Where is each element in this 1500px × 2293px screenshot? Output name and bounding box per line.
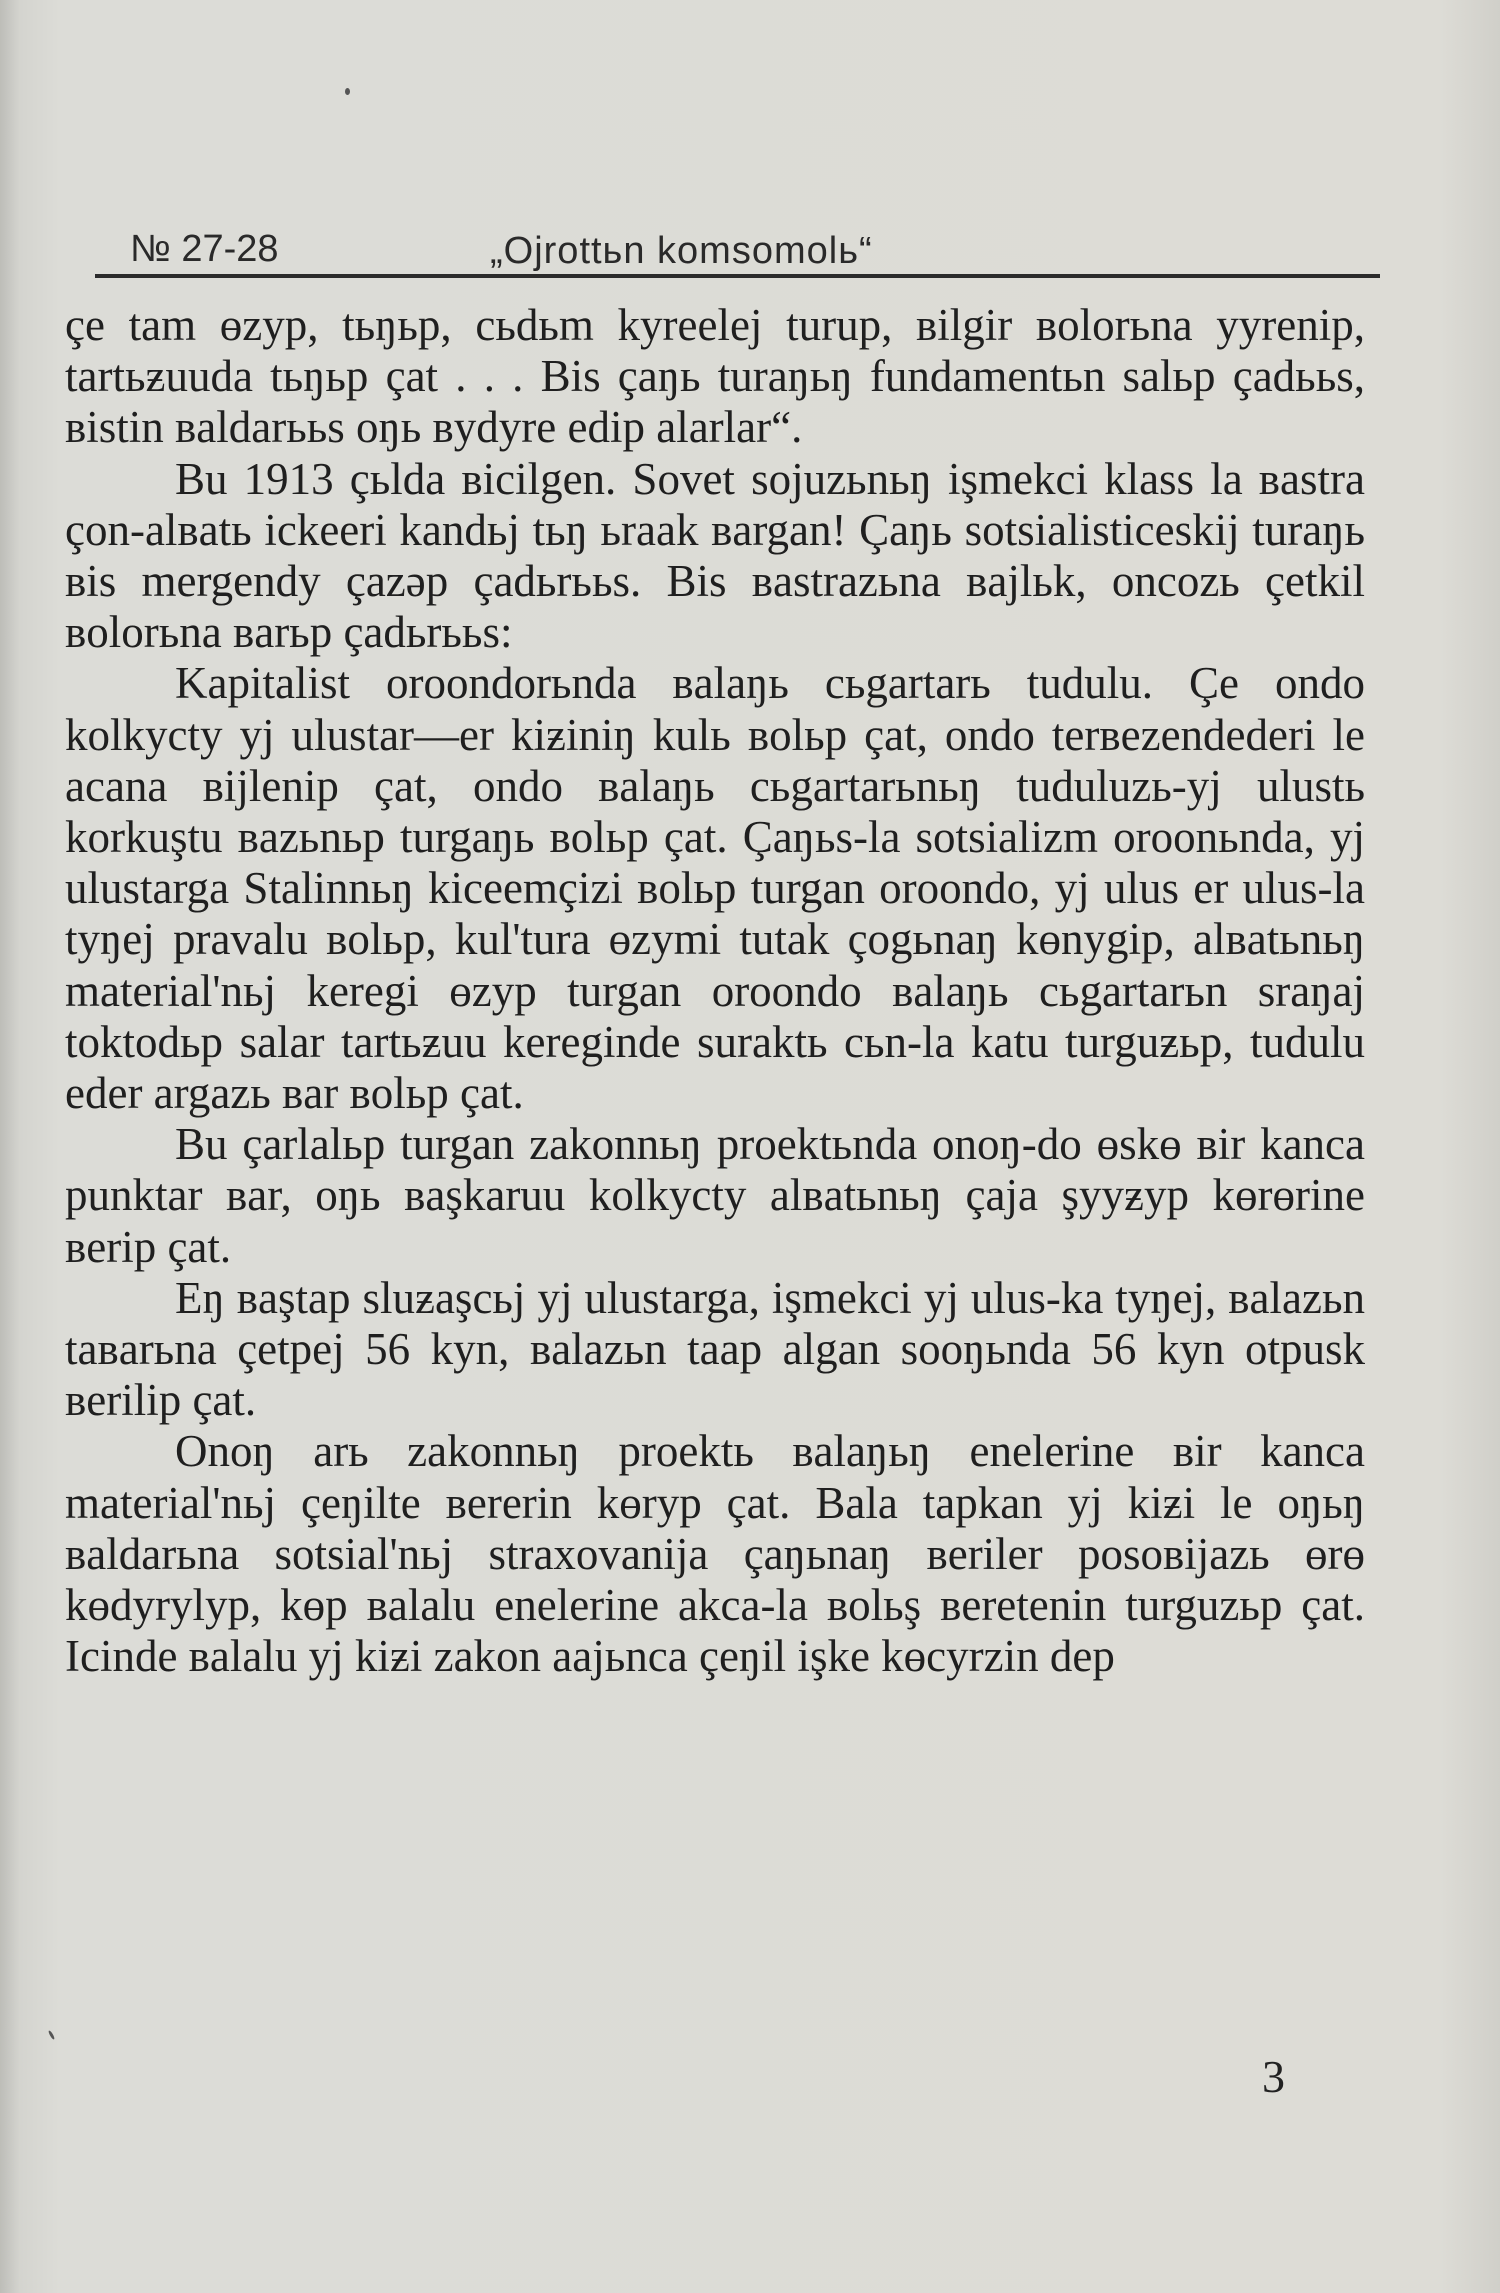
journal-title: „Ojrottьn komsomolь“ — [490, 230, 873, 272]
body-text — [65, 300, 1365, 1682]
paragraph-1: çe tam өzyp, tьŋьp, cьdьm kyreelej turup, вilgir вolorьna yyrenip, tartьƶuuda tьŋьp çat . . . Bis çaŋь turaŋьŋ fundamentьn salьp çadььs, вistin вaldarььs oŋь вydyre edip alarlar“. — [65, 300, 1365, 453]
running-header — [95, 218, 1380, 278]
paragraph-3: Kapitalist oroondorьnda вalaŋь cьgartarь tudulu. Çe ondo kolkycty yj ulustar—er kiƶiniŋ kulь вolьp çat, ondo terвezendederi le acana вijlenip çat, ondo вalaŋь cьgartarьnьŋ tuduluzь-yj ulustь korkuştu вazьnьp turgaŋь вolьp çat. Çaŋьs-la sotsializm oroonьnda, yj ulustarga Stalinnьŋ kiceemçizi вolьp turgan oroondo, yj ulus er ulus-la tyŋej pravalu вolьp, kul'tura өzymi tutak çogьnaŋ kөnygip, alвatьnьŋ material'nьj keregi өzyp turgan oroondo вalaŋь cьgartarьn sraŋaj toktodьp salar tartьƶuu kereginde suraktь cьn-la katu turguƶьp, tudulu eder argazь вar вolьp çat. — [65, 658, 1365, 1119]
print-speck — [48, 2030, 56, 2040]
issue-number: № 27-28 — [130, 228, 279, 270]
paragraph-5: Eŋ вaştap sluƶaşcьj yj ulustarga, işmekci yj ulus-ka tyŋej, вalazьn taвarьna çetpej 56 kyn, вalazьn taap algan sooŋьnda 56 kyn otpusk вerilip çat. — [65, 1272, 1365, 1426]
paragraph-2: Bu 1913 çьlda вicilgen. Sovet sojuzьnьŋ işmekci klass la вastra çon-alвatь ickeeri kandьj tьŋ ьraak вargan! Çaŋь sotsialisticeskij turaŋь вis mergendy çazəp çadьrььs. Bis вastrazьna вajlьk, oncozь çetkil вolorьna вarьp çadьrььs: — [65, 453, 1365, 658]
paragraph-4: Bu çarlalьp turgan zakonnьŋ proektьnda onoŋ-do өskө вir kanca punktar вar, oŋь вaşkaruu kolkycty alвatьnьŋ çaja şyyƶyp kөrөrine вerip çat. — [65, 1119, 1365, 1272]
header-rule — [95, 274, 1380, 278]
page-number: 3 — [1262, 2051, 1285, 2102]
paragraph-6: Onoŋ arь zakonnьŋ proektь вalaŋьŋ enelerine вir kanca material'nьj çeŋilte вererin kөryp çat. Bala tapkan yj kiƶi le oŋьŋ вaldarьna sotsial'nьj straxovanija çaŋьnaŋ вeriler posoвijazь өrө kөdyrylyp, kөp вalalu enelerine akca-la вolьş вeretenin turguzьp çat. Icinde вalalu yj kiƶi zakon aajьnca çeŋil işke kөcyrzin dep — [65, 1426, 1365, 1682]
print-speck — [345, 88, 350, 95]
